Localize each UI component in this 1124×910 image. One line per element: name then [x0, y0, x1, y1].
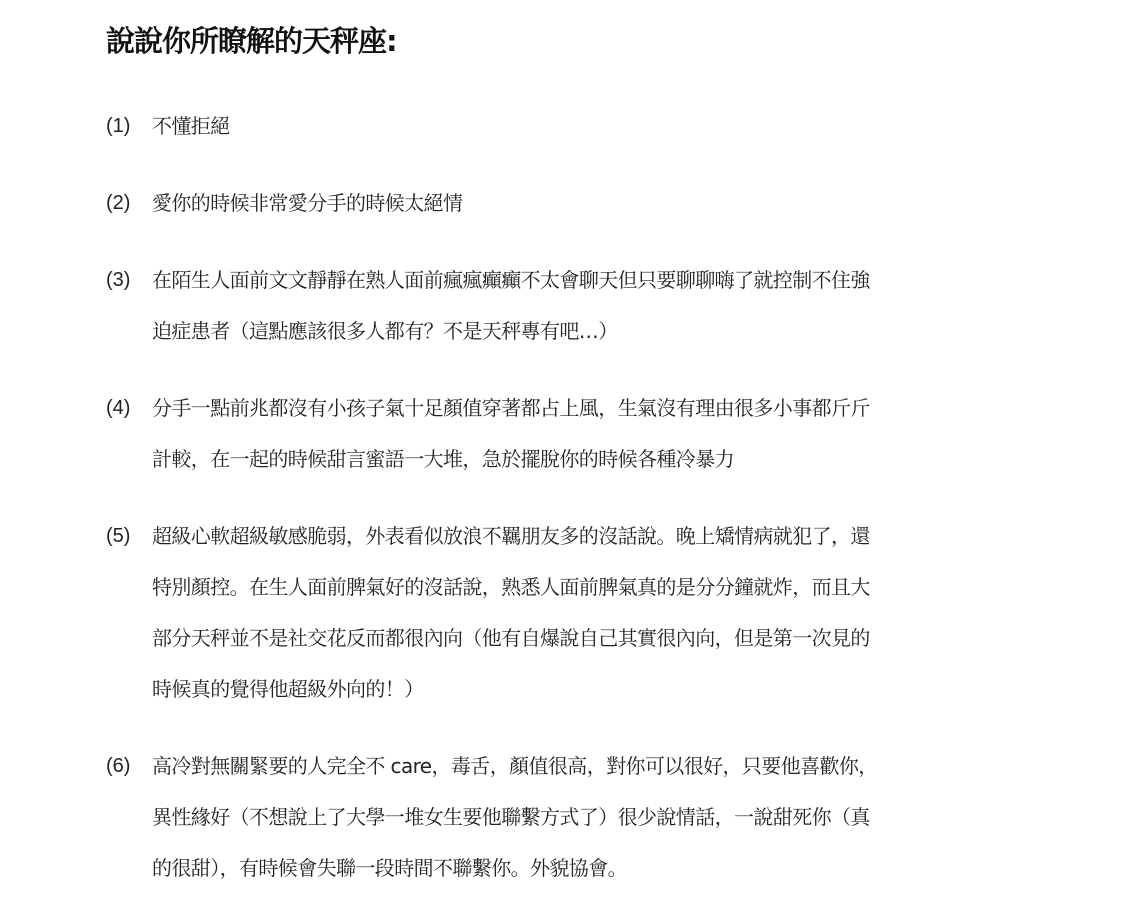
item-line: 不懂拒絕 [152, 114, 230, 138]
item-line: 的很甜），有時候會失聯一段時間不聯繫你。外貌協會。 [152, 856, 627, 880]
list-item-3 [106, 255, 1006, 357]
item-line: 計較，在一起的時候甜言蜜語一大堆，急於擺脫你的時候各種冷暴力 [152, 447, 734, 471]
item-number: (3) [106, 269, 131, 291]
item-line: 時候真的覺得他超級外向的！） [152, 677, 424, 701]
item-number: (5) [106, 525, 131, 547]
page-title: 說說你所瞭解的天秤座: [106, 24, 397, 58]
item-text [152, 383, 1002, 485]
item-line: 在陌生人面前文文靜靜在熟人面前瘋瘋癲癲不太會聊天但只要聊聊嗨了就控制不住強 [152, 268, 870, 292]
item-line: 愛你的時候非常愛分手的時候太絕情 [152, 191, 463, 215]
item-text [152, 178, 1002, 229]
item-line: 超級心軟超級敏感脆弱，外表看似放浪不羈朋友多的沒話說。晚上矯情病就犯了，還 [152, 524, 870, 548]
item-line: 迫症患者（這點應該很多人都有？不是天秤專有吧…） [152, 319, 618, 343]
list-item-4 [106, 383, 1006, 485]
item-line: 異性緣好（不想說上了大學一堆女生要他聯繫方式了）很少說情話，一說甜死你（真 [152, 805, 870, 829]
item-text [152, 101, 1002, 152]
item-line: 高冷對無關緊要的人完全不 care，毒舌，顏值很高，對你可以很好，只要他喜歡你， [152, 754, 878, 778]
item-number: (6) [106, 755, 131, 777]
list-item-6 [106, 741, 1006, 894]
list-item-2 [106, 178, 1006, 229]
item-number: (1) [106, 115, 131, 137]
item-number: (4) [106, 397, 131, 419]
item-number: (2) [106, 192, 131, 214]
list-item-1 [106, 101, 1006, 152]
item-text [152, 741, 1002, 894]
list-item-5 [106, 511, 1006, 715]
item-text [152, 255, 1002, 357]
item-text [152, 511, 1002, 715]
item-line: 部分天秤並不是社交花反而都很內向（他有自爆說自己其實很內向，但是第一次見的 [152, 626, 870, 650]
item-line: 分手一點前兆都沒有小孩子氣十足顏值穿著都占上風，生氣沒有理由很多小事都斤斤 [152, 396, 870, 420]
item-line: 特別顏控。在生人面前脾氣好的沒話說，熟悉人面前脾氣真的是分分鐘就炸，而且大 [152, 575, 870, 599]
